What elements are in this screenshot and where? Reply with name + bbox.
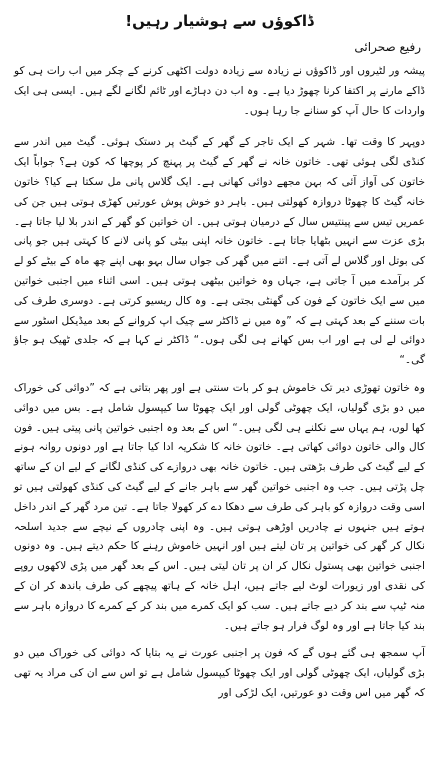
article-title: ڈاکوؤں سے ہوشیار رہیں!	[125, 12, 314, 30]
article-paragraph: پیشہ ور لٹیروں اور ڈاکوؤں نے زیادہ سے زیادہ دولت اکٹھی کرنے کے چکر میں اب رات ہی کو ڈاکے مارنے پر اکتفا کرنا چھوڑ دیا ہے۔ وہ اب دن دہاڑے اور ٹائم لگانے لگے ہیں۔ ایسی ہی ایک واردات کا حال آپ کو سنانے جا رہا ہوں۔	[14, 65, 425, 117]
article-paragraph: وہ خاتون تھوڑی دیر تک خاموش ہو کر بات سنتی ہے اور پھر بتاتی ہے کہ ”دوائی کی خوراک میں دو بڑی گولیاں، ایک چھوٹی گولی اور ایک چھوٹا سا کیپسول شامل ہے۔ بس میں دوائی کھا لوں، ہم یہاں سے نکلنے ہی لگی ہیں۔“ اس کے بعد وہ اجنبی خواتین پانی پیتی ہیں۔ فون کال والی خاتون دوائی کھاتی ہے۔ خاتون خانہ کا شکریہ ادا کیا جاتا ہے اور دونوں روانہ ہونے کے لیے گیٹ کی طرف بڑھتی ہیں۔ خاتون خانہ بھی دروازے کی کنڈی لگانے کے لیے ان کے ساتھ چل پڑتی ہیں۔ جب وہ اجنبی خواتین گھر سے باہر جانے کے لیے گیٹ کی کنڈی کھولتی ہیں تو اسی وقت دروازہ کو باہر کی طرف سے دھکا دے کر کھولا جاتا ہے۔ تین مرد گھر کے اندر داخل ہوتے ہیں جنہوں نے چادریں اوڑھی ہوتی ہیں۔ وہ اپنی چادروں کے نیچے سے جدید اسلحہ نکال کر گھر کی خواتین پر تان لیتے ہیں اور انہیں خاموش رہنے کا حکم دیتے ہیں۔ وہ دونوں اجنبی خواتین بھی پستول نکال کر ان پر تان لیتی ہیں۔ اس کے بعد گھر میں پڑی لاکھوں روپے کی نقدی اور زیورات لوٹ لیے جاتے ہیں، اہل خانہ کے ہاتھ پیچھے کی طرف باندھ کر ان کے منہ ٹیپ سے بند کر دیے جاتے ہیں۔ سب کو ایک کمرے میں بند کر کے کمرے کا دروازہ باہر سے بند کیا جاتا ہے اور وہ لوگ فرار ہو جاتے ہیں۔	[14, 381, 425, 632]
article-paragraph: آپ سمجھ ہی گئے ہوں گے کہ فون پر اجنبی عورت نے یہ بتایا کہ دوائی کی خوراک میں دو بڑی گولیاں، ایک چھوٹی گولی اور ایک چھوٹا کیپسول شامل ہے تو اس سے ان کی مراد یہ تھی کہ گھر میں اس وقت دو عورتیں، ایک لڑکی اور	[14, 647, 425, 699]
article-paragraph: دوپہر کا وقت تھا۔ شہر کے ایک تاجر کے گھر کے گیٹ پر دستک ہوئی۔ گیٹ میں اندر سے کنڈی لگی ہوئی تھی۔ خاتون خانہ نے گھر کے گیٹ پر پہنچ کر پوچھا کہ کون ہے؟ جواباً ایک خاتون کی آواز آئی کہ بہن مجھے دوائی کھانی ہے۔ ایک گلاس پانی مل سکتا ہے کیا؟ خاتون خانہ گیٹ کا چھوٹا دروازہ کھولتی ہیں۔ باہر دو خوش پوش عورتیں کھڑی ہوتی ہیں جن کی عمریں تیس سے پینتیس سال کے درمیان ہوتی ہیں۔ ان خواتین کو گھر کے اندر بلا لیا جاتا ہے۔ بڑی عزت سے انہیں بٹھایا جاتا ہے۔ خاتون خانہ اپنی بیٹی کو پانی لانے کا کہتی ہیں جو پانی کی بوتل اور گلاس لے آتی ہے۔ اتنے میں گھر کی جواں سال بہو بھی اپنے چھ ماہ کے بیٹے کو لے کر برآمدے میں آ جاتی ہے، جہاں وہ خواتین بیٹھی ہوتی ہیں۔ اسی اثناء میں اجنبی خواتین میں سے ایک خاتون کے فون کی گھنٹی بجتی ہے۔ وہ کال ریسیو کرتی ہے۔ دوسری طرف کی بات سننے کے بعد کہتی ہے کہ ”وہ میں نے ڈاکٹر سے چیک اپ کروانے کے بعد میڈیکل اسٹور سے دوائی لے لی ہے اور اب بس کھانے ہی لگی ہوں۔“ ڈاکٹر نے کہا ہے کہ جلدی ٹھیک ہو جاؤ گی۔“	[14, 136, 425, 367]
article-author: رفیع صحرائی	[354, 40, 421, 54]
